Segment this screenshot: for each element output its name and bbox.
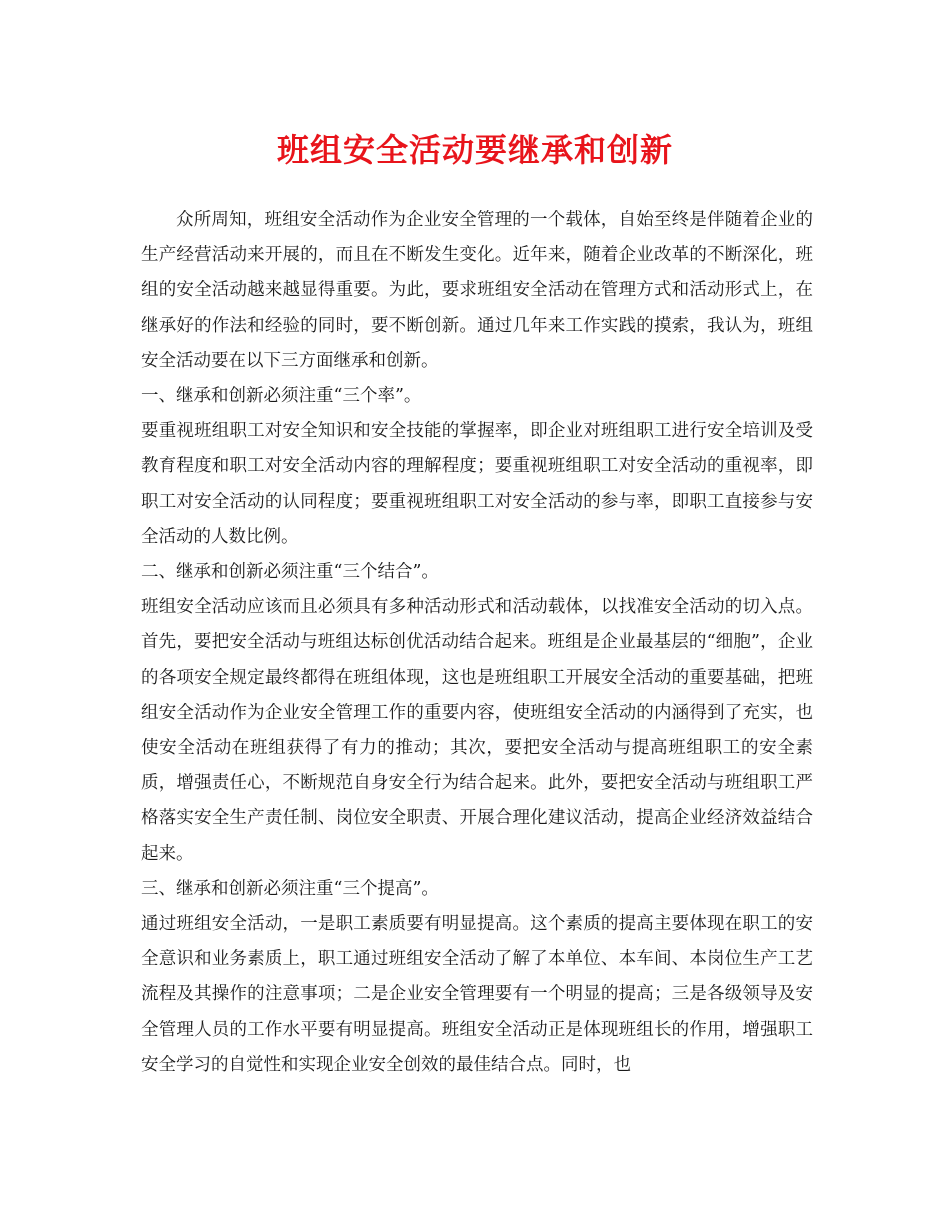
section-heading-3: 三、继承和创新必须注重“三个提高”。 — [141, 878, 439, 899]
document-title: 班组安全活动要继承和创新 — [276, 131, 673, 169]
document-body — [141, 203, 813, 1083]
section-heading-2: 二、继承和创新必须注重“三个结合”。 — [141, 562, 439, 583]
intro-paragraph: 众所周知，班组安全活动作为企业安全管理的一个载体，自始至终是伴随着企业的生产经营活动来开展的，而且在不断发生变化。近年来，随着企业改革的不断深化，班组的安全活动越来越显得重要。为此，要求班组安全活动在管理方式和活动形式上，在继承好的作法和经验的同时，要不断创新。通过几年来工作实践的摸索，我认为，班组安全活动要在以下三方面继承和创新。 — [141, 210, 813, 371]
section-paragraph-2: 班组安全活动应该而且必须具有多种活动形式和活动载体，以找准安全活动的切入点。首先，要把安全活动与班组达标创优活动结合起来。班组是企业最基层的“细胞”，企业的各项安全规定最终都得在班组体现，这也是班组职工开展安全活动的重要基础，把班组安全活动作为企业安全管理工作的重要内容，使班组安全活动的内涵得到了充实，也使安全活动在班组获得了有力的推动；其次，要把安全活动与提高班组职工的安全素质，增强责任心，不断规范自身安全行为结合起来。此外，要把安全活动与班组职工严格落实安全生产责任制、岗位安全职责、开展合理化建议活动，提高企业经济效益结合起来。 — [141, 597, 813, 864]
section-heading-1: 一、继承和创新必须注重“三个率”。 — [141, 386, 422, 407]
section-paragraph-1: 要重视班组职工对安全知识和安全技能的掌握率，即企业对班组职工进行安全培训及受教育程度和职工对安全活动内容的理解程度；要重视班组职工对安全活动的重视率，即职工对安全活动的认同程度；要重视班组职工对安全活动的参与率，即职工直接参与安全活动的人数比例。 — [141, 421, 813, 547]
section-paragraph-3: 通过班组安全活动，一是职工素质要有明显提高。这个素质的提高主要体现在职工的安全意识和业务素质上，职工通过班组安全活动了解了本单位、本车间、本岗位生产工艺流程及其操作的注意事项；二是企业安全管理要有一个明显的提高；三是各级领导及安全管理人员的工作水平要有明显提高。班组安全活动正是体现班组长的作用，增强职工安全学习的自觉性和实现企业安全创效的最佳结合点。同时，也 — [141, 914, 813, 1075]
